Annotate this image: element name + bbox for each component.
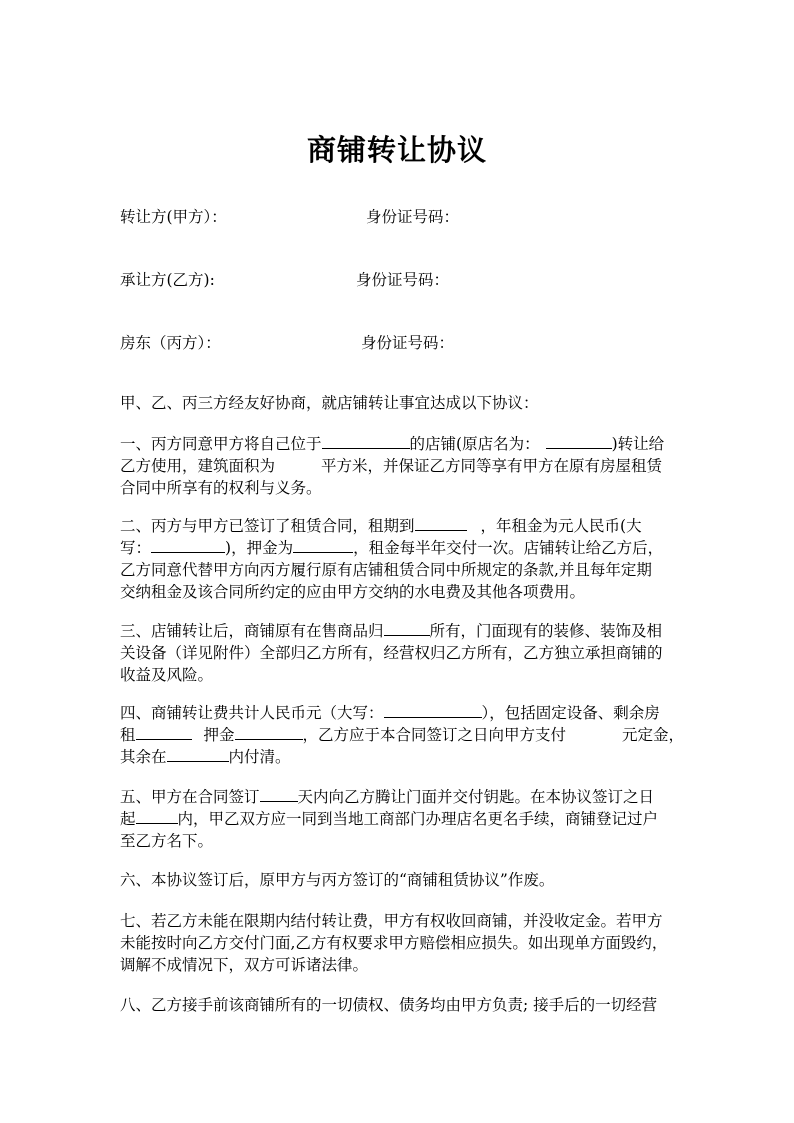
page-title: 商铺转让协议 xyxy=(306,133,487,167)
deposit-amount-blank xyxy=(235,724,303,740)
transferee-label: 承让方(乙方): xyxy=(120,271,215,289)
transferor-label: 转让方(甲方）： xyxy=(120,208,227,226)
clause-2: 二、丙方与甲方已签订了租赁合同，租期到 ，年租金为元人民币(大 写： )，押金为 ，租金每半年交付一次。店铺转让给乙方后， 乙方同意代替甲方向丙方履行原有店铺租赁合同中所规定的条款,并且每年定期 交纳租金及该合同所约定的应由甲方交纳的水电费及其他各项费用。 xyxy=(120,517,664,601)
landlord-row xyxy=(120,331,455,353)
goods-owner-blank xyxy=(384,620,430,636)
location-blank xyxy=(322,433,410,449)
remaining-rent-blank xyxy=(136,724,192,740)
clause-8: 八、乙方接手前该商铺所有的一切债权、债务均由甲方负责; 接手后的一切经营 xyxy=(120,996,658,1014)
intro-paragraph: 甲、乙、丙三方经友好协商，就店铺转让事宜达成以下协议： xyxy=(120,394,539,412)
registration-days-blank xyxy=(136,808,178,824)
clause-7: 七、若乙方未能在限期内结付转让费，甲方有权收回商铺，并没收定金。若甲方 未能按时向乙方交付门面,乙方有权要求甲方赔偿相应损失。如出现单方面毁约， 调解不成情况下，双方可诉诸法律。 xyxy=(120,912,668,974)
transferor-id-label: 身份证号码： xyxy=(366,208,460,226)
clause-1: 一、丙方同意甲方将自己位于 的店铺(原店名为： )转让给 乙方使用，建筑面积为 平方米，并保证乙方同等享有甲方在原有房屋租赁 合同中所享有的权利与义务。 xyxy=(120,435,665,497)
handover-days-blank xyxy=(260,786,298,802)
payment-period-blank xyxy=(167,746,229,762)
deposit-blank xyxy=(293,537,353,553)
landlord-label: 房东（丙方）： xyxy=(120,334,221,352)
transferor-row xyxy=(120,205,460,227)
rent-capital-blank xyxy=(151,537,225,553)
lease-term-blank xyxy=(415,515,467,531)
fee-capital-blank xyxy=(384,702,482,718)
shop-name-blank xyxy=(546,433,612,449)
transferee-id-label: 身份证号码： xyxy=(356,271,450,289)
transferee-row xyxy=(120,268,450,290)
clause-5: 五、甲方在合同签订 天内向乙方腾让门面并交付钥匙。在本协议签订之日 起 内，甲乙双方应一同到当地工商部门办理店名更名手续，商铺登记过户 至乙方名下。 xyxy=(120,788,659,850)
clause-6: 六、本协议签订后，原甲方与丙方签订的“商铺租赁协议”作废。 xyxy=(120,871,555,889)
clause-3: 三、店铺转让后，商铺原有在售商品归 所有，门面现有的装修、装饰及相 关设备（详见附件）全部归乙方所有，经营权归乙方所有，乙方独立承担商铺的 收益及风险。 xyxy=(120,622,663,684)
clause-4: 四、商铺转让费共计人民币元（大写： ），包括固定设备、剩余房 租 押金 ，乙方应于本合同签订之日向甲方支付 元定金， 其余在 内付清。 xyxy=(120,704,685,766)
landlord-id-label: 身份证号码： xyxy=(361,334,455,352)
